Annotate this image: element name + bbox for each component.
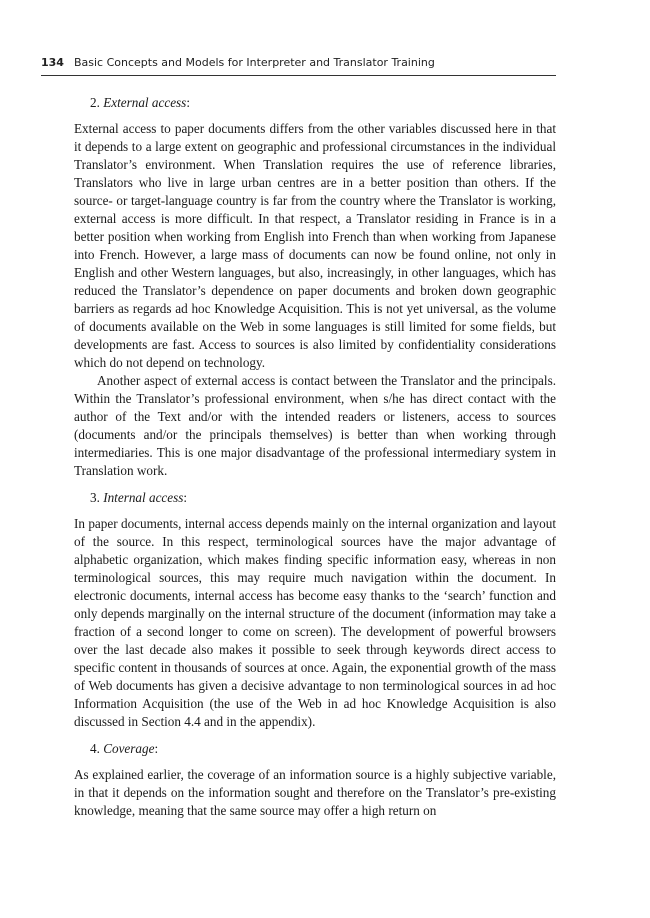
paragraph: External access to paper documents differs from the other variables discussed here in that it depends to a large extent on geographic and professional circumstances in the individual Translator’s environment. When Translation requires the use of reference libraries, Translators who live in large urban centres are in a better position than others. If the source- or target-language country is far from the country where the Translator is working, external access is more difficult. In that respect, a Translator residing in France is in a better position when working from English into French than when working from Japanese into French. However, a large mass of documents can now be found online, not only in English and other Western languages, but also, increasingly, in other languages, which has reduced the Translator’s dependence on paper documents and broken down geographic barriers as regards ad hoc Knowledge Acquisition. This is not yet universal, as the volume of documents available on the Web in some languages is still limited for some fields, but developments are fast. Access to sources is also limited by confidentiality considerations which do not depend on technology. (74, 121, 556, 370)
running-title: Basic Concepts and Models for Interpreter and Translator Training (73, 56, 435, 69)
section-number: 4. (90, 741, 100, 756)
section-heading: 4. Coverage: (90, 741, 159, 756)
section-title: Coverage (103, 741, 155, 756)
section-heading: 3. Internal access: (90, 490, 188, 505)
paragraph: Another aspect of external access is contact between the Translator and the principals. Within the Translator’s professional environment, when s/he has direct contact with the author of the Text and/or with the intended readers or listeners, access to sources (documents and/or the principals themselves) is better than when working through intermediaries. This is one major disadvantage of the professional intermediary system in Translation work. (74, 373, 556, 478)
section-internal-access (74, 489, 556, 731)
section-heading: 2. External access: (90, 95, 190, 110)
section-title: Internal access (103, 490, 184, 505)
page-number: 134 (41, 56, 64, 69)
paragraph: As explained earlier, the coverage of an information source is a highly subjective variable, in that it depends on the information sought and therefore on the Translator’s pre-existing knowledge, meaning that the same source may offer a high return on (74, 767, 556, 818)
page-body (74, 94, 556, 826)
paragraph: In paper documents, internal access depends mainly on the internal organization and layout of the source. In this respect, terminological sources have the major advantage of alphabetic organization, which makes finding specific information easy, whereas in non terminological sources, this may require much navigation within the document. In electronic documents, internal access has become easy thanks to the ‘search’ function and only depends marginally on the internal structure of the document (information may take a fraction of a second longer to come on screen). The development of powerful browsers over the last decade also makes it possible to seek through keywords direct access to specific content in thousands of sources at once. Again, the exponential growth of the mass of Web documents has given a decisive advantage to non terminological sources in ad hoc Information Acquisition (the use of the Web in ad hoc Knowledge Acquisition is also discussed in Section 4.4 and in the appendix). (74, 516, 556, 729)
section-title: External access (103, 95, 187, 110)
section-number: 2. (90, 95, 100, 110)
section-number: 3. (90, 490, 100, 505)
section-external-access (74, 94, 556, 480)
section-coverage (74, 740, 556, 820)
running-head (41, 56, 556, 69)
header-rule (41, 75, 556, 76)
